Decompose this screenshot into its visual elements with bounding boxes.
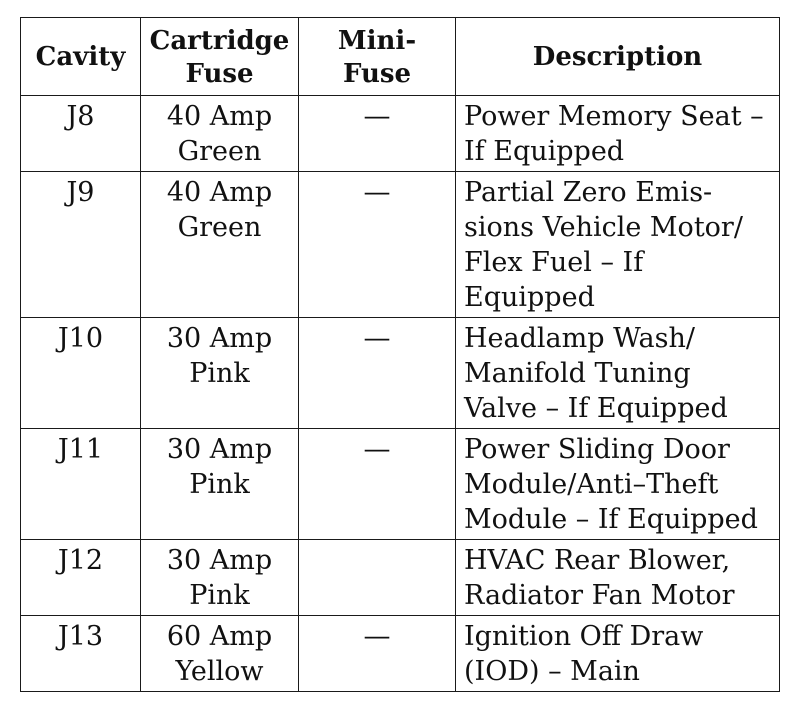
cartridge-fuse-cell: 40 Amp Green <box>141 172 299 318</box>
cavity-cell: J10 <box>21 318 141 429</box>
description-cell: Partial Zero Emis- sions Vehicle Motor/ Flex Fuel – If Equipped <box>456 172 780 318</box>
mini-fuse-cell <box>299 540 456 616</box>
description-cell: Power Sliding Door Module/Anti–Theft Module – If Equipped <box>456 429 780 540</box>
table-row <box>21 429 780 540</box>
mini-fuse-cell: — <box>299 318 456 429</box>
cartridge-fuse-cell: 30 Amp Pink <box>141 429 299 540</box>
mini-fuse-cell: — <box>299 616 456 692</box>
table-row <box>21 318 780 429</box>
mini-fuse-cell: — <box>299 429 456 540</box>
header-mini-fuse: Mini- Fuse <box>299 18 456 96</box>
table-row <box>21 540 780 616</box>
description-cell: HVAC Rear Blower, Radiator Fan Motor <box>456 540 780 616</box>
table-row <box>21 616 780 692</box>
description-cell: Power Memory Seat – If Equipped <box>456 96 780 172</box>
cartridge-fuse-cell: 40 Amp Green <box>141 96 299 172</box>
header-description: Description <box>456 18 780 96</box>
cartridge-fuse-cell: 30 Amp Pink <box>141 540 299 616</box>
cavity-cell: J8 <box>21 96 141 172</box>
header-row <box>21 18 780 96</box>
cartridge-fuse-cell: 30 Amp Pink <box>141 318 299 429</box>
table-row <box>21 172 780 318</box>
mini-fuse-cell: — <box>299 96 456 172</box>
cartridge-fuse-cell: 60 Amp Yellow <box>141 616 299 692</box>
description-cell: Ignition Off Draw (IOD) – Main <box>456 616 780 692</box>
cavity-cell: J13 <box>21 616 141 692</box>
header-cartridge-fuse: Cartridge Fuse <box>141 18 299 96</box>
cavity-cell: J12 <box>21 540 141 616</box>
cavity-cell: J11 <box>21 429 141 540</box>
cavity-cell: J9 <box>21 172 141 318</box>
table-row <box>21 96 780 172</box>
mini-fuse-cell: — <box>299 172 456 318</box>
header-cavity: Cavity <box>21 18 141 96</box>
fuse-table <box>20 17 780 692</box>
description-cell: Headlamp Wash/ Manifold Tuning Valve – If Equipped <box>456 318 780 429</box>
